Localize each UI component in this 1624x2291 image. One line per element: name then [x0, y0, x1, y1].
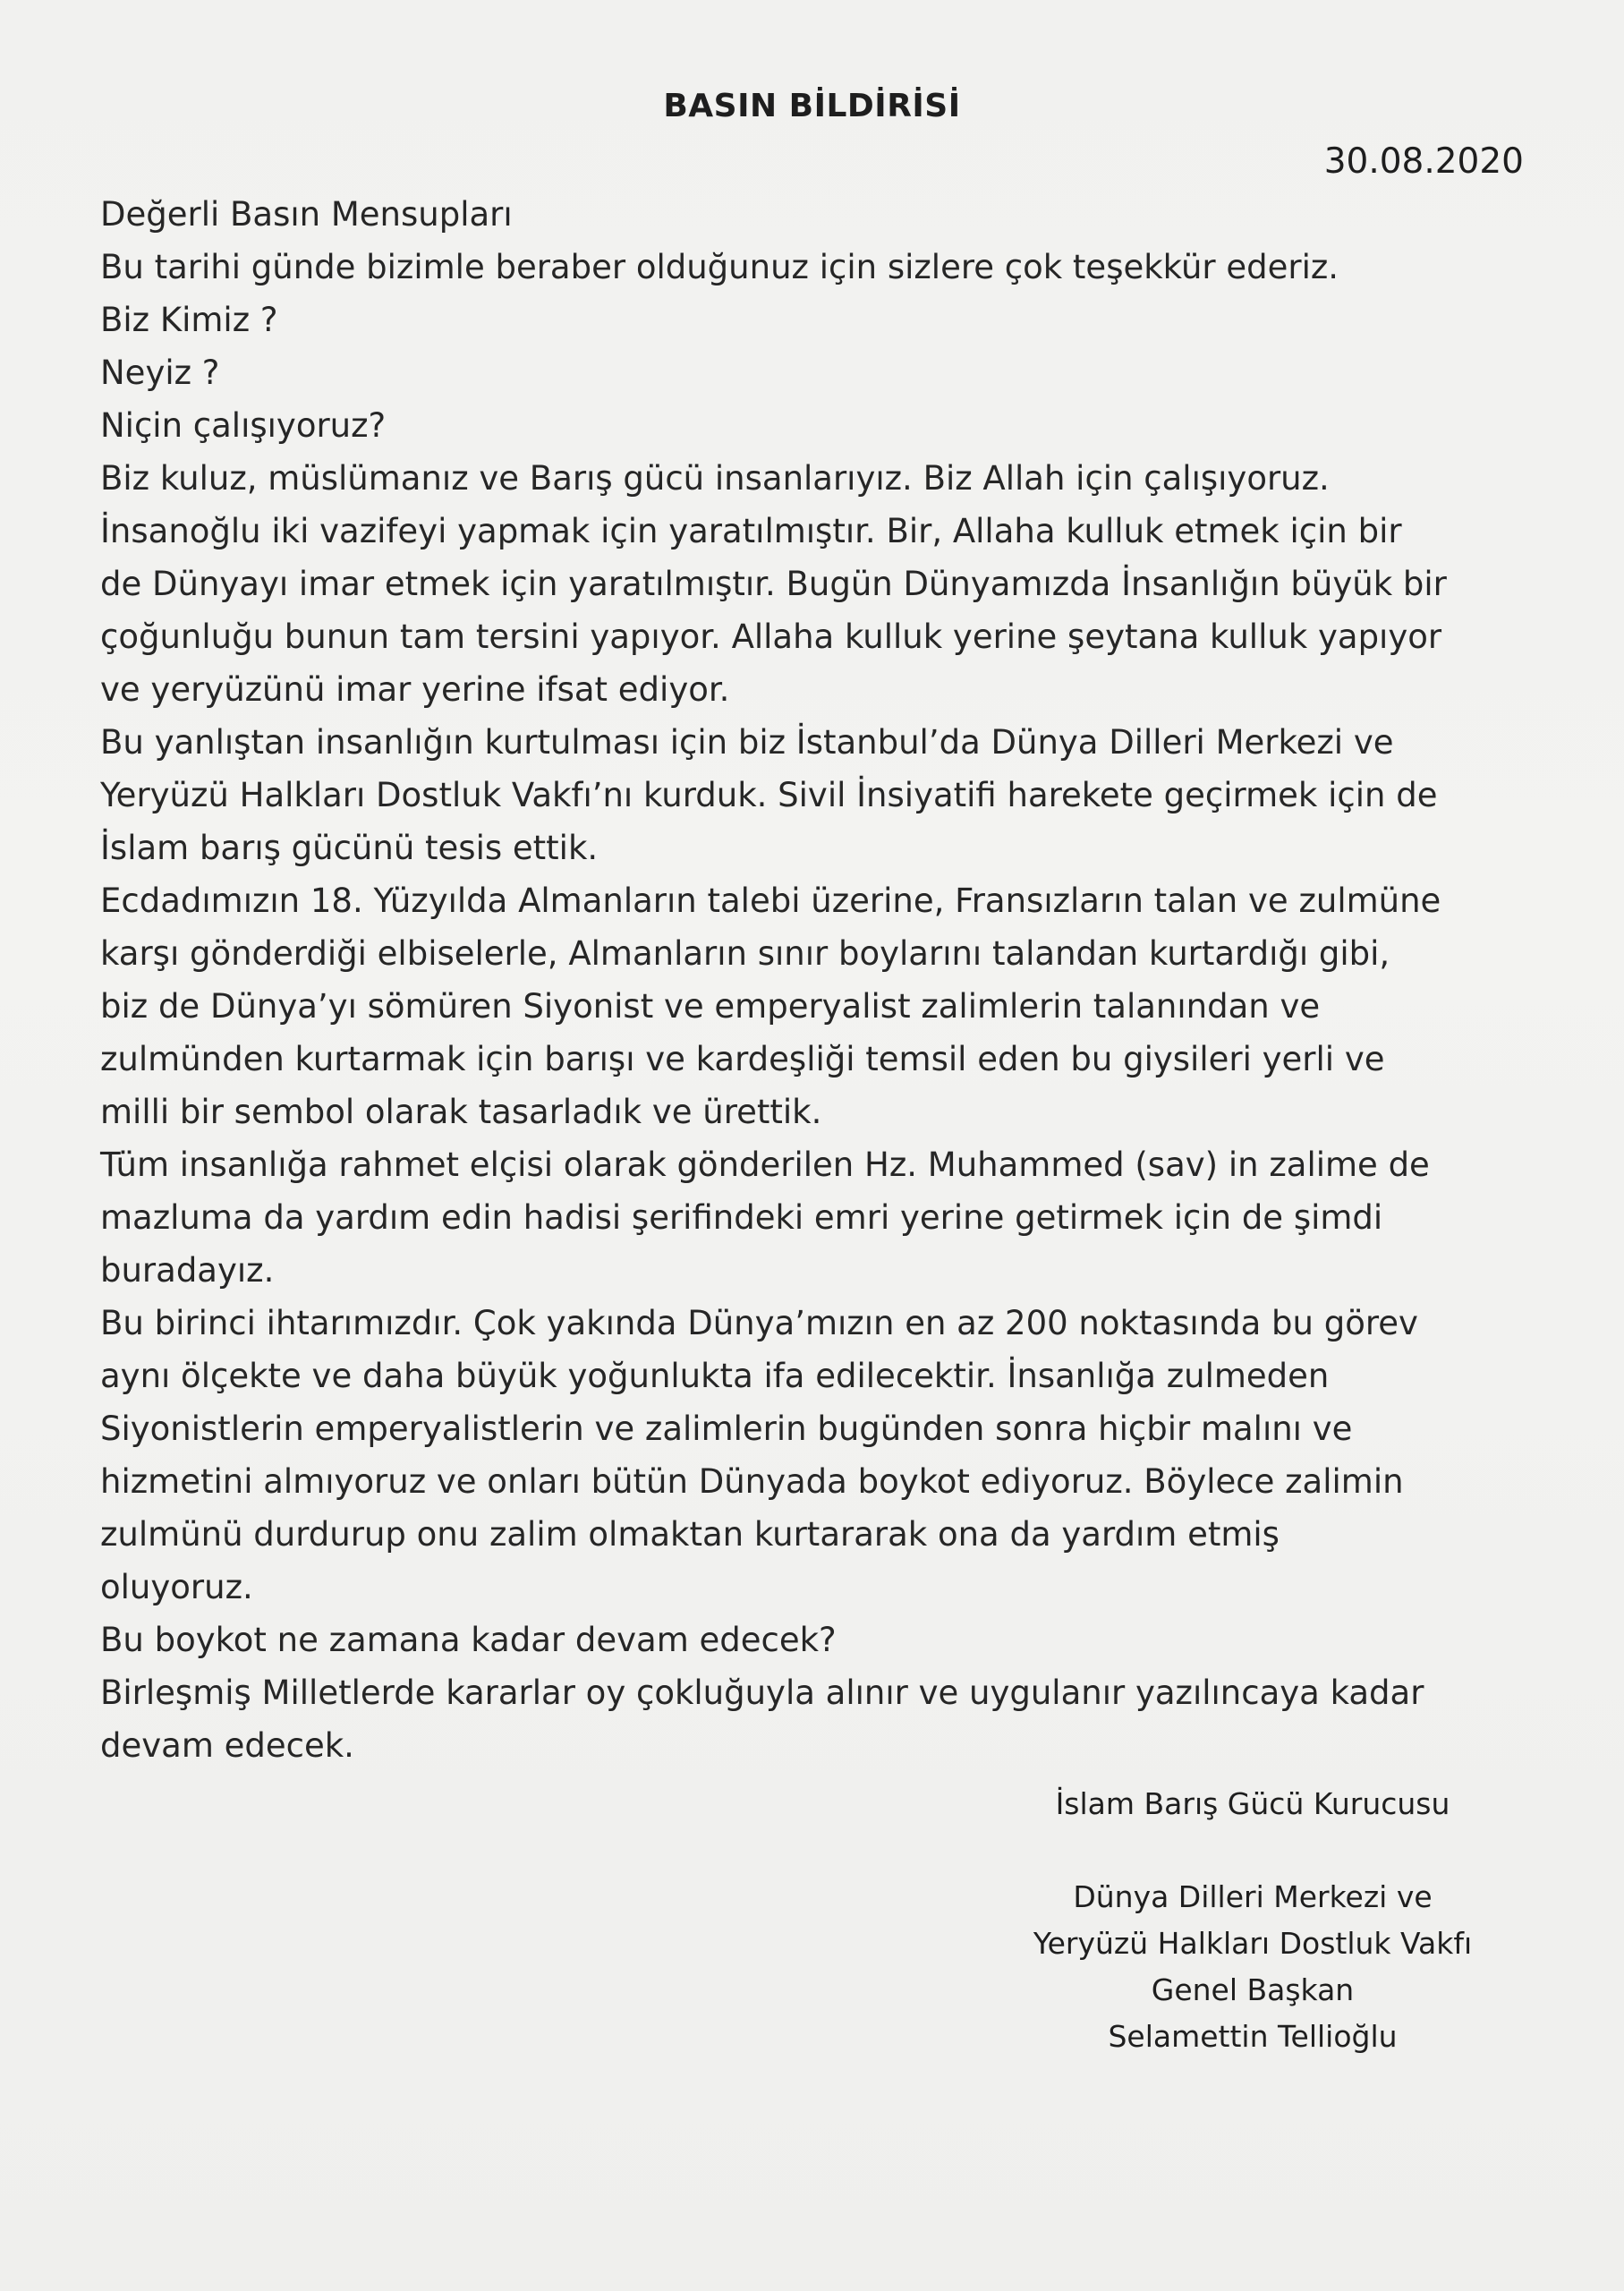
document-title: BASIN BİLDİRİSİ	[663, 88, 961, 124]
signature-organization-line1: Dünya Dilleri Merkezi ve	[1073, 1879, 1433, 1914]
body-line: İslam barış gücünü tesis ettik.	[100, 829, 599, 867]
body-line: Biz kuluz, müslümanız ve Barış gücü insanlarıyız. Biz Allah için çalışıyoruz.	[100, 459, 1330, 498]
body-line: Yeryüzü Halkları Dostluk Vakfı’nı kurduk. Sivil İnsiyatifi harekete geçirmek için de	[100, 776, 1438, 814]
body-line: Ecdadımızın 18. Yüzyılda Almanların talebi üzerine, Fransızların talan ve zulmüne	[100, 881, 1441, 920]
body-line: de Dünyayı imar etmek için yaratılmıştır. Bugün Dünyamızda İnsanlığın büyük bir	[100, 565, 1447, 603]
body-line: çoğunluğu bunun tam tersini yapıyor. Allaha kulluk yerine şeytana kulluk yapıyor	[100, 617, 1442, 656]
body-line: Tüm insanlığa rahmet elçisi olarak gönderilen Hz. Muhammed (sav) in zalime de	[100, 1146, 1430, 1184]
body-line: Değerli Basın Mensupları	[100, 195, 513, 234]
body-line: mazluma da yardım edin hadisi şerifindeki emri yerine getirmek için de şimdi	[100, 1198, 1383, 1237]
body-line: zulmünü durdurup onu zalim olmaktan kurtararak ona da yardım etmiş	[100, 1515, 1280, 1554]
signature-name: Selamettin Tellioğlu	[1108, 2019, 1398, 2054]
body-line: Biz Kimiz ?	[100, 301, 278, 339]
document-body	[100, 188, 1532, 1772]
body-line: Niçin çalışıyoruz?	[100, 406, 387, 445]
body-line: İnsanoğlu iki vazifeyi yapmak için yaratılmıştır. Bir, Allaha kulluk etmek için bir	[100, 512, 1402, 550]
body-line: hizmetini almıyoruz ve onları bütün Dünyada boykot ediyoruz. Böylece zalimin	[100, 1462, 1404, 1501]
body-line: buradayız.	[100, 1251, 275, 1290]
body-line: Bu boykot ne zamana kadar devam edecek?	[100, 1621, 837, 1659]
body-line: milli bir sembol olarak tasarladık ve ürettik.	[100, 1093, 822, 1131]
body-line: zulmünden kurtarmak için barışı ve kardeşliği temsil eden bu giysileri yerli ve	[100, 1040, 1385, 1078]
body-line: Bu yanlıştan insanlığın kurtulması için biz İstanbul’da Dünya Dilleri Merkezi ve	[100, 723, 1394, 762]
body-line: aynı ölçekte ve daha büyük yoğunlukta ifa edilecektir. İnsanlığa zulmeden	[100, 1357, 1330, 1395]
body-line: biz de Dünya’yı sömüren Siyonist ve emperyalist zalimlerin talanından ve	[100, 987, 1321, 1026]
signature-role: İslam Barış Gücü Kurucusu	[1055, 1786, 1450, 1821]
body-line: ve yeryüzünü imar yerine ifsat ediyor.	[100, 670, 730, 709]
signature-organization-line2: Yeryüzü Halkları Dostluk Vakfı	[1033, 1926, 1473, 1961]
signature-position: Genel Başkan	[1151, 1972, 1355, 2007]
document-date: 30.08.2020	[1323, 141, 1524, 182]
body-line: Siyonistlerin emperyalistlerin ve zalimlerin bugünden sonra hiçbir malını ve	[100, 1410, 1353, 1448]
body-line: karşı gönderdiği elbiselerle, Almanların sınır boylarını talandan kurtardığı gibi,	[100, 934, 1390, 973]
signature-block	[931, 1781, 1575, 2060]
body-line: Neyiz ?	[100, 353, 220, 392]
body-line: oluyoruz.	[100, 1568, 253, 1606]
body-line: devam edecek.	[100, 1726, 354, 1765]
body-line: Birleşmiş Milletlerde kararlar oy çokluğuyla alınır ve uygulanır yazılıncaya kadar	[100, 1674, 1424, 1712]
body-line: Bu tarihi günde bizimle beraber olduğunuz için sizlere çok teşekkür ederiz.	[100, 248, 1339, 286]
body-line: Bu birinci ihtarımızdır. Çok yakında Dünya’mızın en az 200 noktasında bu görev	[100, 1304, 1418, 1342]
